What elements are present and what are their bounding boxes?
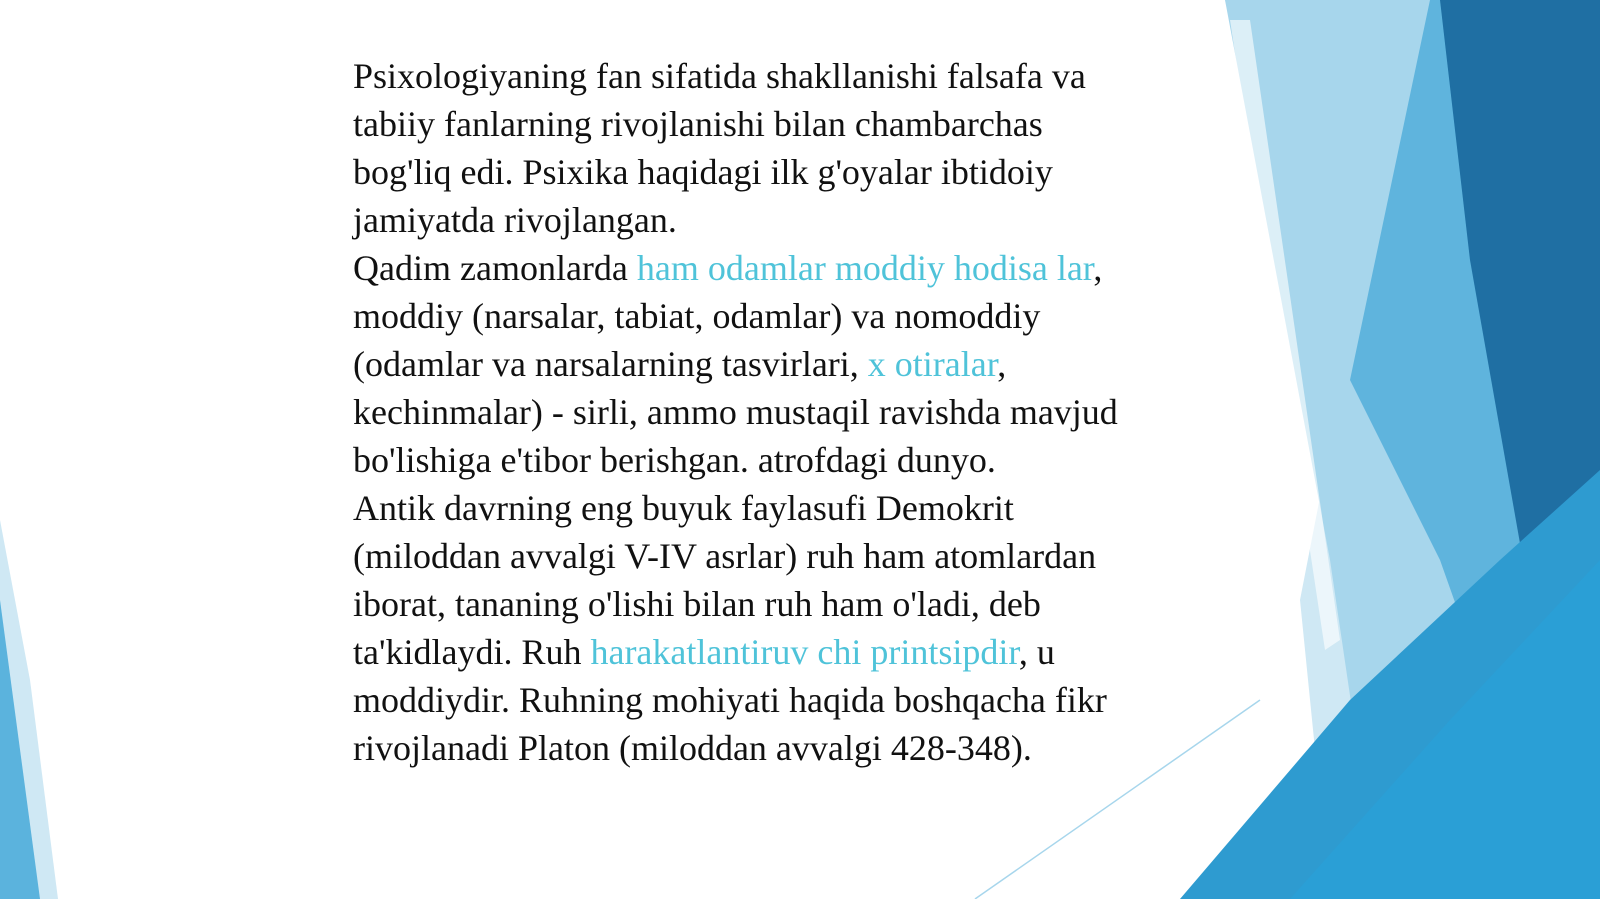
paragraph-2-link-1: ham odamlar moddiy hodisa lar — [636, 248, 1094, 288]
paragraph-1 — [353, 52, 1133, 244]
paragraph-3 — [353, 484, 1133, 772]
paragraph-2-text-a: Qadim zamonlarda — [353, 248, 637, 288]
paragraph-2-text-b: , moddiy (narsalar, tabiat, odamlar) va nomoddiy (odamlar va narsalarning tasvirlari, — [353, 248, 1103, 384]
paragraph-2-link-2: x otiralar — [867, 344, 998, 384]
slide-body-text — [353, 52, 1133, 772]
paragraph-2 — [353, 244, 1133, 484]
paragraph-1-text: Psixologiyaning fan sifatida shakllanishi falsafa va tabiiy fanlarning rivojlanishi bilan chambarchas bog'liq edi. Psixika haqidagi ilk g'oyalar ibtidoiy jamiyatda rivojlangan. — [353, 56, 1086, 240]
paragraph-3-text-a: Antik davrning eng buyuk faylasufi Demokrit (miloddan avvalgi V-IV asrlar) ruh ham atomlardan iborat, tananing o'lishi bilan ruh ham o'ladi, deb ta'kidlaydi. Ruh — [353, 488, 1097, 672]
paragraph-3-link-1: harakatlantiruv chi printsipdir — [590, 632, 1019, 672]
paragraph-3-text-b: , u moddiydir. Ruhning mohiyati haqida boshqacha fikr rivojlanadi Platon (miloddan avvalgi 428-348). — [353, 632, 1107, 768]
paragraph-2-text-c: , kechinmalar) - sirli, ammo mustaqil ravishda mavjud bo'lishiga e'tibor berishgan. atrofdagi dunyo. — [353, 344, 1118, 480]
